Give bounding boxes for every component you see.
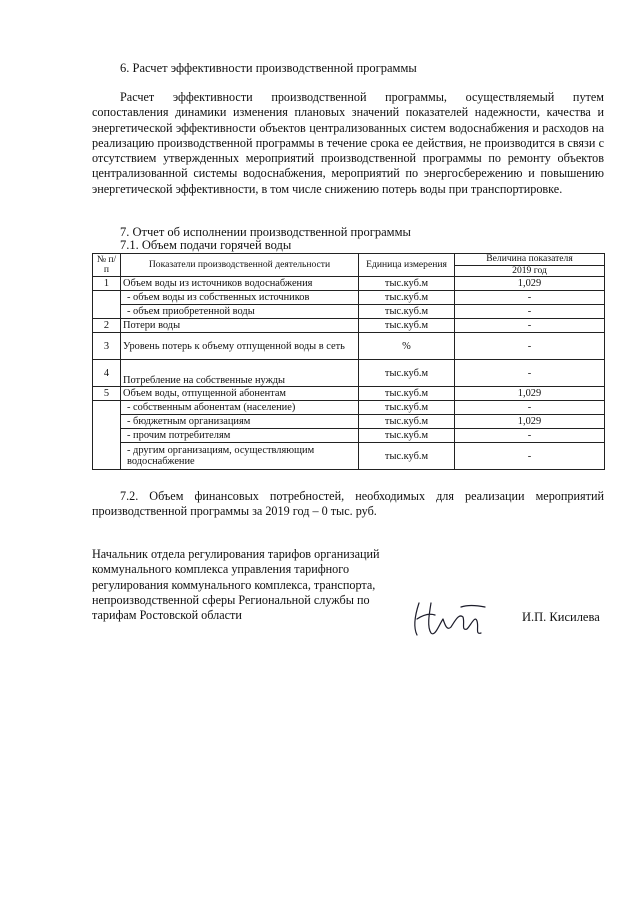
position-line: Начальник отдела регулирования тарифов организаций xyxy=(92,547,380,561)
table-row xyxy=(93,333,605,360)
header-year: 2019 год xyxy=(455,265,605,277)
row-unit: тыс.куб.м xyxy=(359,443,455,470)
table-row xyxy=(93,277,605,291)
table-row xyxy=(93,401,605,415)
row-unit: тыс.куб.м xyxy=(359,291,455,305)
row-value: - xyxy=(455,401,605,415)
header-indicator: Показатели производственной деятельности xyxy=(121,254,359,277)
table-row xyxy=(93,387,605,401)
position-line: коммунального комплекса управления тарифного xyxy=(92,562,350,577)
row-value: - xyxy=(455,291,605,305)
header-num: № п/п xyxy=(93,254,121,277)
row-label: - бюджетным организациям xyxy=(121,415,359,429)
row-label: Потери воды xyxy=(121,319,359,333)
row-unit: тыс.куб.м xyxy=(359,277,455,291)
row-num: 2 xyxy=(93,319,121,333)
row-num: 3 xyxy=(93,333,121,360)
hot-water-volume-table xyxy=(92,253,605,470)
row-label: - другим организациям, осуществляющим водоснабжение xyxy=(121,443,359,470)
header-value-group: Величина показателя xyxy=(455,254,605,266)
row-value: 1,029 xyxy=(455,415,605,429)
row-value: 1,029 xyxy=(455,387,605,401)
row-unit: тыс.куб.м xyxy=(359,429,455,443)
section-7-2-paragraph: 7.2. Объем финансовых потребностей, необходимых для реализации мероприятий производственной программы за 2019 год – 0 тыс. руб. xyxy=(92,489,604,519)
position-line: регулирования коммунального комплекса, транспорта, xyxy=(92,577,376,592)
row-num: 1 xyxy=(93,277,121,291)
row-label: Уровень потерь к объему отпущенной воды в сеть xyxy=(121,333,359,360)
row-value: - xyxy=(455,333,605,360)
row-label: - собственным абонентам (население) xyxy=(121,401,359,415)
signer-name: И.П. Кисилева xyxy=(522,610,600,624)
row-unit: тыс.куб.м xyxy=(359,387,455,401)
row-unit: тыс.куб.м xyxy=(359,415,455,429)
row-value: - xyxy=(455,429,605,443)
table-row xyxy=(93,360,605,387)
row-label: Объем воды, отпущенной абонентам xyxy=(121,387,359,401)
row-unit: тыс.куб.м xyxy=(359,401,455,415)
row-num xyxy=(93,291,121,319)
row-label: Потребление на собственные нужды xyxy=(121,360,359,387)
row-unit: тыс.куб.м xyxy=(359,305,455,319)
section-6-heading: 6. Расчет эффективности производственной программы xyxy=(120,61,417,75)
row-num: 5 xyxy=(93,387,121,401)
table-row xyxy=(93,429,605,443)
header-unit: Единица измерения xyxy=(359,254,455,277)
signer-position xyxy=(92,547,412,623)
row-num: 4 xyxy=(93,360,121,387)
table-row xyxy=(93,415,605,429)
position-line: тарифам Ростовской области xyxy=(92,608,242,623)
row-value: 1,029 xyxy=(455,277,605,291)
row-label: Объем воды из источников водоснабжения xyxy=(121,277,359,291)
row-value: - xyxy=(455,443,605,470)
row-value: - xyxy=(455,305,605,319)
row-unit: тыс.куб.м xyxy=(359,319,455,333)
table-row xyxy=(93,291,605,305)
row-unit: % xyxy=(359,333,455,360)
row-value: - xyxy=(455,319,605,333)
row-label: - объем воды из собственных источников xyxy=(121,291,359,305)
table-row xyxy=(93,305,605,319)
table-row xyxy=(93,319,605,333)
row-label: - прочим потребителям xyxy=(121,429,359,443)
section-7-1-subheading: 7.1. Объем подачи горячей воды xyxy=(120,238,292,252)
row-unit: тыс.куб.м xyxy=(359,360,455,387)
table-row xyxy=(93,443,605,470)
handwritten-signature-icon xyxy=(405,595,495,641)
row-num xyxy=(93,401,121,470)
section-7-heading: 7. Отчет об исполнении производственной программы xyxy=(120,225,411,239)
row-label: - объем приобретенной воды xyxy=(121,305,359,319)
row-value: - xyxy=(455,360,605,387)
position-line: непроизводственной сферы Региональной службы по xyxy=(92,592,370,607)
section-6-paragraph: Расчет эффективности производственной программы, осуществляемый путем сопоставления динамики изменения плановых значений показателей надежности, качества и энергетической эффективности объектов централизованных систем водоснабжения и расходов на реализацию производственной программы в течение срока ее действия, не производится в связи с отсутствием утвержденных мероприятий производственной программы по ремонту объектов централизованной системы водоснабжения, мероприятий по энергосбережению и повышению энергетической эффективности, в том числе снижению потерь воды при транспортировке. xyxy=(92,90,604,196)
